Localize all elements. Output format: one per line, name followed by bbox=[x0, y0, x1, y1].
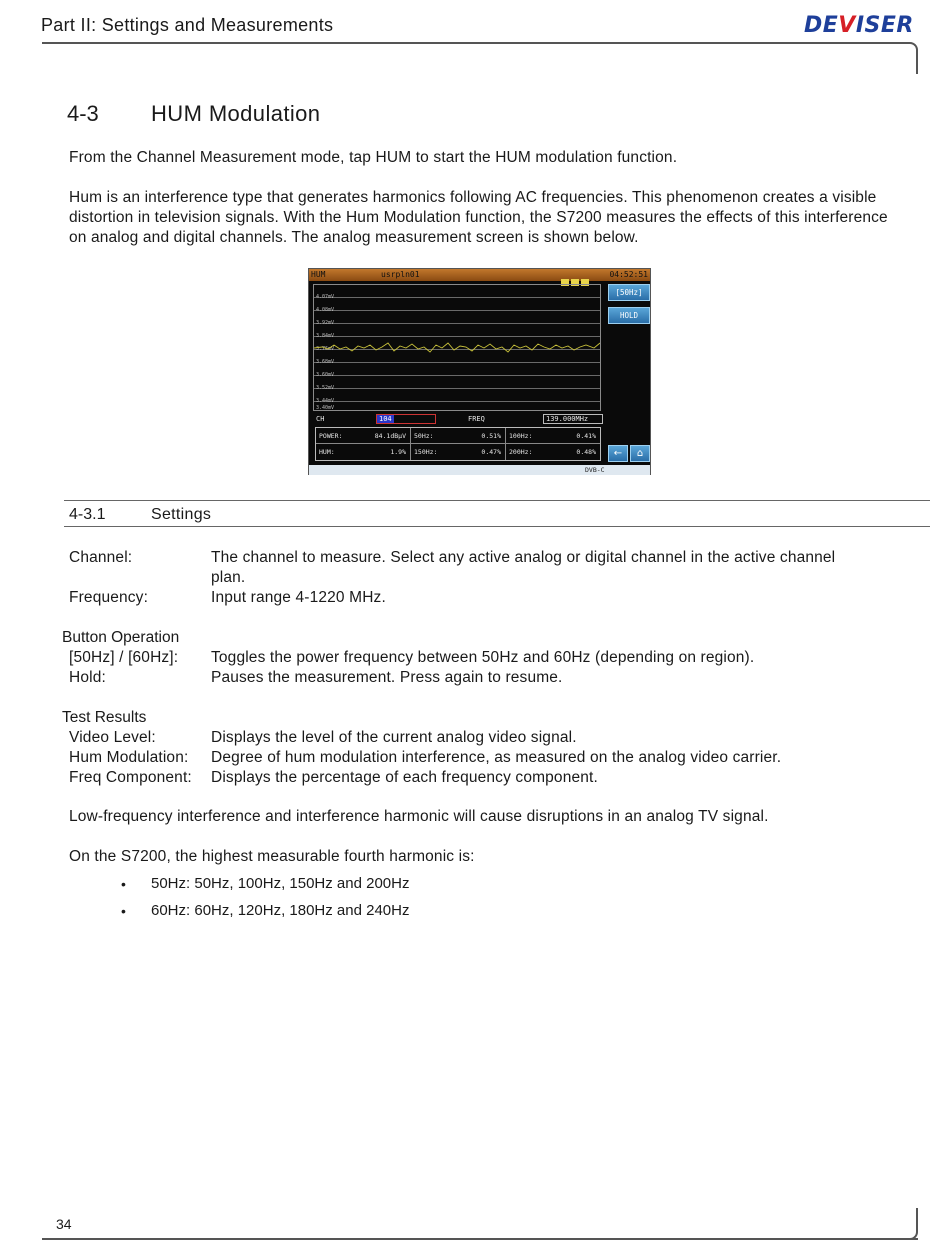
device-status-bar bbox=[309, 465, 650, 475]
table-cell bbox=[316, 444, 411, 460]
setting-term: Channel: bbox=[69, 549, 133, 566]
results-table bbox=[315, 427, 601, 461]
y-tick-label: 3.84mV bbox=[316, 333, 335, 339]
subsection-number: 4-3.1 bbox=[69, 506, 106, 523]
h150-value: 0.47% bbox=[481, 448, 501, 456]
device-screenshot bbox=[308, 268, 651, 475]
button-def: Pauses the measurement. Press again to resume. bbox=[211, 669, 563, 686]
freq-toggle-button[interactable]: [50Hz] bbox=[608, 284, 650, 301]
bullet-item: 50Hz: 50Hz, 100Hz, 150Hz and 200Hz bbox=[151, 875, 410, 892]
hum-waveform bbox=[314, 285, 600, 410]
footer-rule bbox=[42, 1238, 918, 1240]
running-header: Part II: Settings and Measurements bbox=[41, 15, 334, 35]
home-icon[interactable]: ⌂ bbox=[630, 445, 650, 462]
low-frequency-note: Low-frequency interference and interference harmonic will cause disruptions in an analog TV signal. bbox=[69, 808, 769, 825]
table-cell bbox=[411, 444, 506, 460]
standard-label: DVB-C bbox=[585, 466, 605, 474]
h100-key: 100Hz: bbox=[509, 432, 533, 440]
device-mode: HUM bbox=[311, 270, 326, 279]
h100-value: 0.41% bbox=[576, 432, 596, 440]
power-key: POWER: bbox=[319, 432, 343, 440]
channel-label: CH bbox=[316, 415, 325, 423]
subsection-rule-top bbox=[64, 500, 930, 501]
section-number: 4-3 bbox=[67, 101, 99, 126]
logo-text-prefix: DE bbox=[804, 13, 839, 38]
freq-label: FREQ bbox=[468, 415, 485, 423]
setting-def: The channel to measure. Select any active analog or digital channel in the active channel plan. bbox=[211, 549, 836, 586]
y-tick-label: 4.08mV bbox=[316, 307, 335, 313]
button-term: [50Hz] / [60Hz]: bbox=[69, 649, 179, 666]
hum-value: 1.9% bbox=[390, 448, 406, 456]
button-term: Hold: bbox=[69, 669, 106, 686]
deviser-logo bbox=[804, 13, 914, 38]
y-tick-label: 4.07mV bbox=[316, 294, 335, 300]
device-profile: usrpln01 bbox=[381, 270, 420, 279]
header-corner bbox=[908, 42, 918, 74]
button-operation-heading: Button Operation bbox=[62, 629, 180, 646]
h50-value: 0.51% bbox=[481, 432, 501, 440]
h150-key: 150Hz: bbox=[414, 448, 438, 456]
bullet-icon: • bbox=[121, 903, 126, 919]
result-term: Video Level: bbox=[69, 729, 156, 746]
freq-field[interactable]: 139.000MHz bbox=[543, 414, 603, 424]
bullet-icon: • bbox=[121, 876, 126, 892]
logo-text-v: V bbox=[838, 13, 856, 38]
bullet-item: 60Hz: 60Hz, 120Hz, 180Hz and 240Hz bbox=[151, 902, 410, 919]
harmonic-intro: On the S7200, the highest measurable fourth harmonic is: bbox=[69, 848, 475, 865]
setting-term: Frequency: bbox=[69, 589, 149, 606]
channel-row bbox=[313, 413, 601, 425]
y-tick-label: 3.92mV bbox=[316, 320, 335, 326]
h200-value: 0.48% bbox=[576, 448, 596, 456]
section-title: HUM Modulation bbox=[151, 101, 321, 126]
test-results-heading: Test Results bbox=[62, 709, 147, 726]
table-cell bbox=[411, 428, 506, 444]
device-status-icons bbox=[561, 271, 591, 279]
page-number: 34 bbox=[56, 1216, 72, 1232]
device-clock: 04:52:51 bbox=[609, 270, 648, 279]
hold-button[interactable]: HOLD bbox=[608, 307, 650, 324]
table-cell bbox=[316, 428, 411, 444]
device-title-bar bbox=[309, 269, 650, 281]
result-term: Freq Component: bbox=[69, 769, 192, 786]
y-tick-label: 3.60mV bbox=[316, 372, 335, 378]
table-cell bbox=[506, 444, 600, 460]
y-tick-label: 3.40mV bbox=[316, 405, 335, 411]
y-tick-label: 3.76mV bbox=[316, 346, 335, 352]
subsection-title: Settings bbox=[151, 506, 212, 523]
power-value: 84.1dBµV bbox=[374, 432, 406, 440]
button-def: Toggles the power frequency between 50Hz and 60Hz (depending on region). bbox=[211, 649, 755, 666]
hum-waveform-plot bbox=[313, 284, 601, 411]
h50-key: 50Hz: bbox=[414, 432, 434, 440]
hum-key: HUM: bbox=[319, 448, 335, 456]
y-tick-label: 3.68mV bbox=[316, 359, 335, 365]
channel-field[interactable] bbox=[376, 414, 436, 424]
hum-paragraph: Hum is an interference type that generates harmonics following AC frequencies. This phenomenon creates a visible distortion in television signals. With the Hum Modulation function, the S7200 measures the effects of this interference on analog and digital channels. The analog measurement screen is shown below. bbox=[69, 189, 888, 246]
header-rule bbox=[42, 42, 910, 44]
result-def: Degree of hum modulation interference, as measured on the analog video carrier. bbox=[211, 749, 782, 766]
y-tick-label: 3.44mV bbox=[316, 398, 335, 404]
intro-paragraph: From the Channel Measurement mode, tap HUM to start the HUM modulation function. bbox=[69, 149, 678, 166]
result-term: Hum Modulation: bbox=[69, 749, 189, 766]
result-def: Displays the level of the current analog video signal. bbox=[211, 729, 577, 746]
result-def: Displays the percentage of each frequency component. bbox=[211, 769, 598, 786]
back-arrow-icon[interactable]: ← bbox=[608, 445, 628, 462]
footer-corner bbox=[908, 1208, 918, 1240]
subsection-rule-bottom bbox=[64, 526, 930, 527]
channel-value: 104 bbox=[379, 415, 392, 423]
setting-def: Input range 4-1220 MHz. bbox=[211, 589, 386, 606]
table-cell bbox=[506, 428, 600, 444]
logo-text-suffix: ISER bbox=[855, 13, 914, 38]
h200-key: 200Hz: bbox=[509, 448, 533, 456]
y-tick-label: 3.52mV bbox=[316, 385, 335, 391]
